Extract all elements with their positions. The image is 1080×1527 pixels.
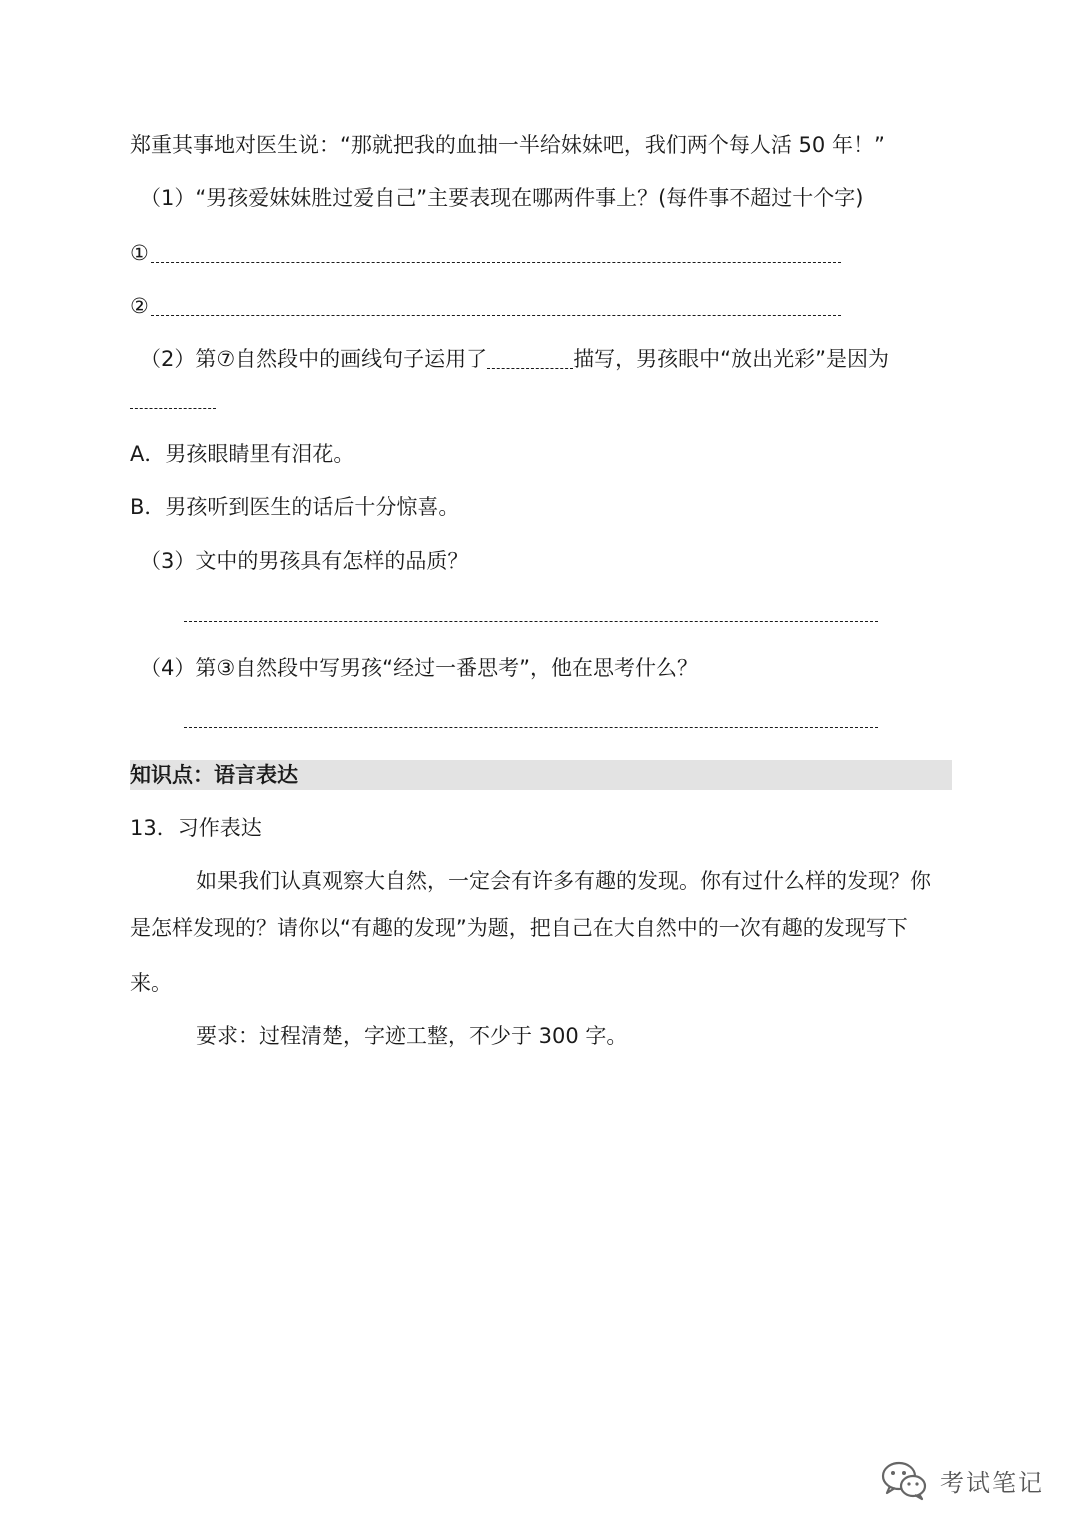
prompt-line-3: 来。 <box>130 971 172 995</box>
answer-line-1 <box>130 238 841 268</box>
fill-blank-reason <box>130 407 216 409</box>
item-marker-1: ① <box>130 241 149 265</box>
answer-blank-3 <box>184 620 878 622</box>
prompt-line-2: 是怎样发现的？请你以“有趣的发现”为题，把自己在大自然中的一次有趣的发现写下 <box>130 916 908 940</box>
item-marker-2: ② <box>130 294 149 318</box>
answer-blank-2 <box>151 299 841 316</box>
option-b: B．男孩听到医生的话后十分惊喜。 <box>130 495 460 519</box>
answer-line-2 <box>130 291 841 321</box>
question-1: （1）“男孩爱妹妹胜过爱自己”主要表现在哪两件事上？(每件事不超过十个字) <box>140 186 864 210</box>
question-2-part-b: 描写，男孩眼中“放出光彩”是因为 <box>573 347 889 371</box>
question-2-part-a: （2）第⑦自然段中的画线句子运用了 <box>140 347 488 371</box>
answer-blank-1 <box>151 246 841 263</box>
prompt-line-1: 如果我们认真观察大自然，一定会有许多有趣的发现。你有过什么样的发现？你 <box>196 869 931 893</box>
knowledge-point-title: 知识点：语言表达 <box>130 763 298 787</box>
passage-last-line: 郑重其事地对医生说：“那就把我的血抽一半给妹妹吧，我们两个每人活 50 年！” <box>130 133 885 157</box>
question-2 <box>140 344 889 374</box>
option-a: A．男孩眼睛里有泪花。 <box>130 442 355 466</box>
wechat-icon <box>880 1458 930 1502</box>
knowledge-point-bar <box>130 760 952 790</box>
fill-blank-description <box>487 352 573 369</box>
watermark-text: 考试笔记 <box>940 1468 1044 1497</box>
requirement-line: 要求：过程清楚，字迹工整，不少于 300 字。 <box>196 1024 628 1048</box>
answer-blank-4 <box>184 726 878 728</box>
question-13-title: 13．习作表达 <box>130 816 262 840</box>
question-3: （3）文中的男孩具有怎样的品质？ <box>140 549 469 573</box>
question-4: （4）第③自然段中写男孩“经过一番思考”，他在思考什么？ <box>140 656 698 680</box>
watermark <box>880 1456 1044 1504</box>
